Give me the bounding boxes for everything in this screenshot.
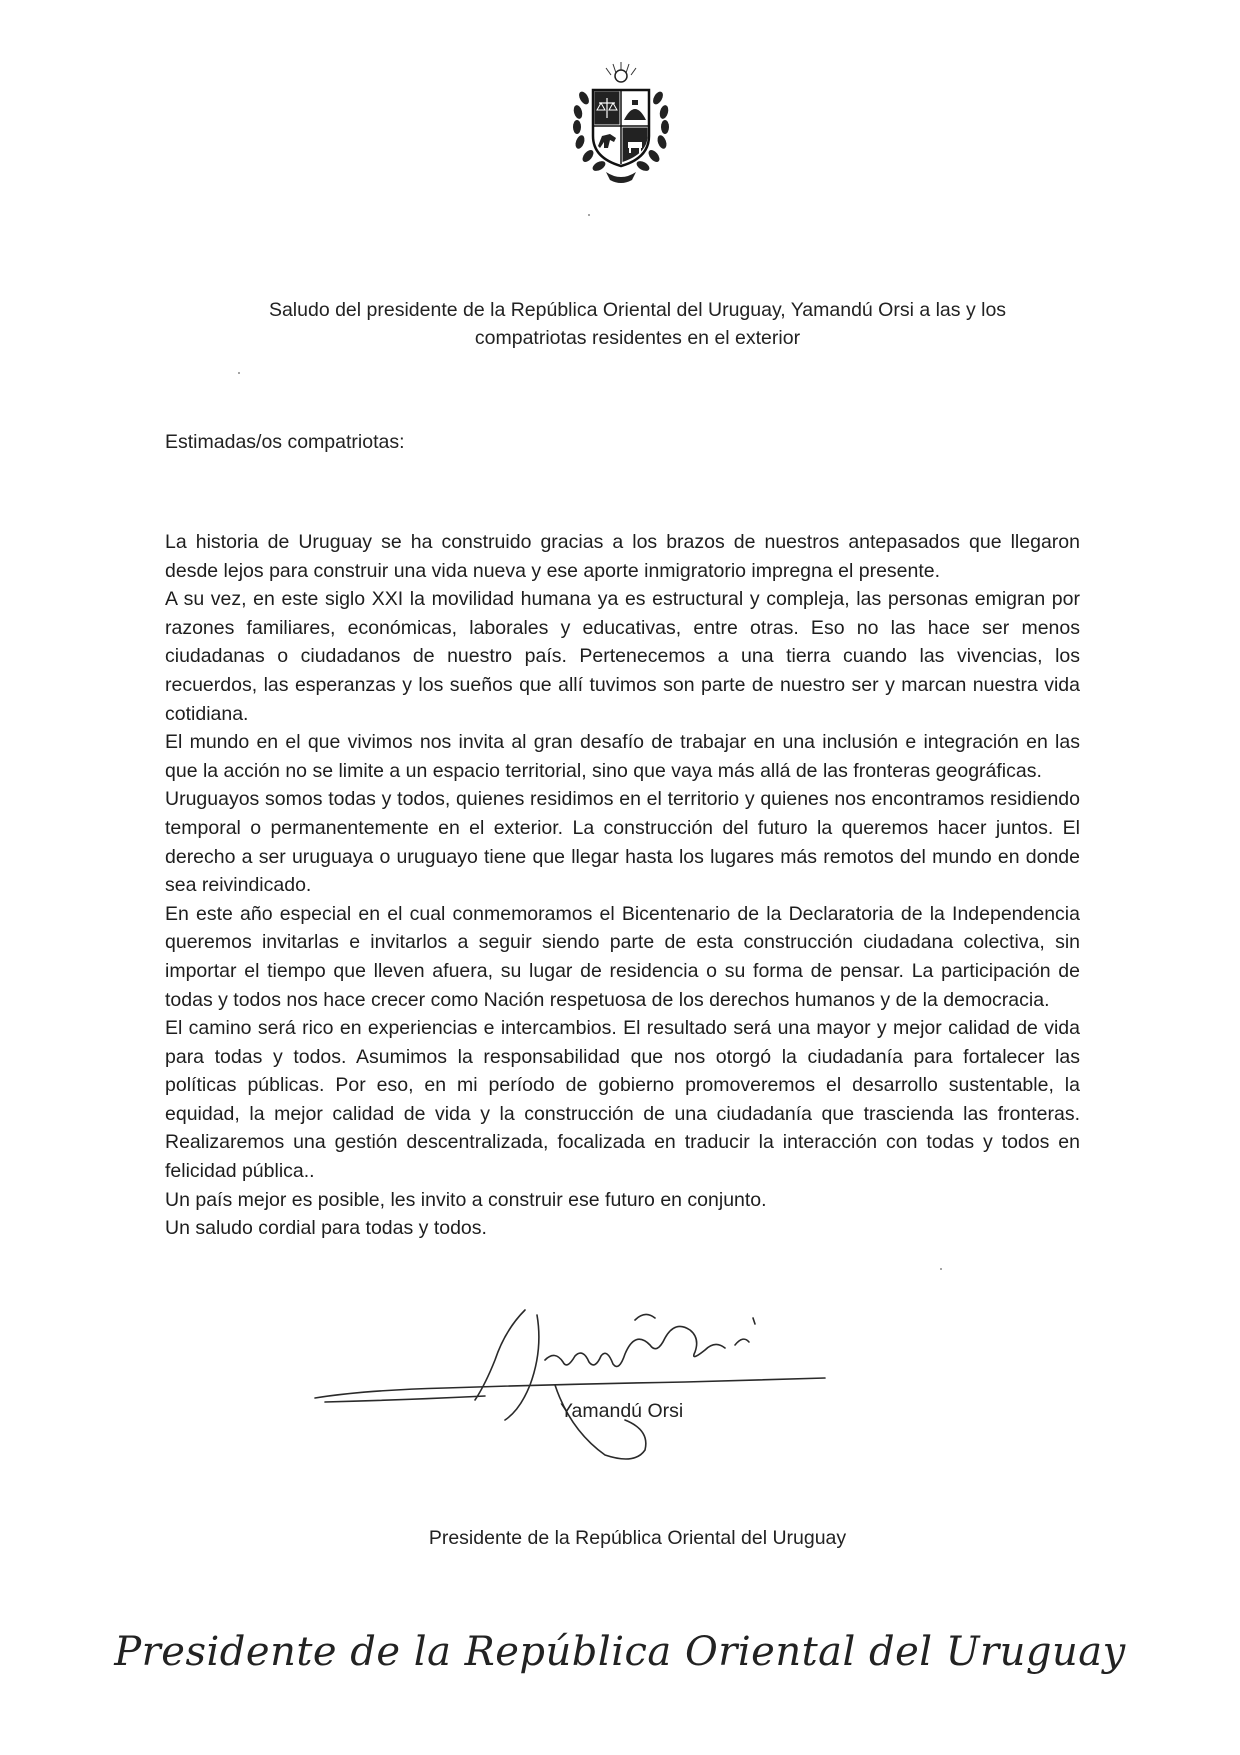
letter-title — [200, 296, 1075, 352]
salutation: Estimadas/os compatriotas: — [165, 431, 405, 453]
coat-of-arms-icon — [566, 58, 676, 188]
paragraph-7: Un país mejor es posible, les invito a construir ese futuro en conjunto. — [165, 1188, 767, 1211]
signer-title: Presidente de la República Oriental del Uruguay — [428, 1527, 847, 1549]
signer-name: Yamandú Orsi — [560, 1400, 684, 1422]
paragraph-6: El camino será rico en experiencias e intercambios. El resultado será una mayor y mejor calidad de vida para todas y todos. Asumimos la responsabilidad que nos otorgó la ciudadanía para fortalecer las políticas públicas. Por eso, en mi período de gobierno promoveremos el desarrollo sustentable, la equidad, la mejor calidad de vida y la construcción de una ciudadanía que trascienda las fronteras. Realizaremos una gestión descentralizada, focalizada en traducir la interacción con todas y todos en felicidad pública.. — [165, 1017, 1080, 1183]
paragraph-4: Uruguayos somos todas y todos, quienes residimos en el territorio y quienes nos encontramos residiendo temporal o permanentemente en el exterior. La construcción del futuro la queremos hacer juntos. El derecho a ser uruguaya o uruguayo tiene que llegar hasta los lugares más remotos del mundo en donde sea reivindicado. — [165, 788, 1080, 897]
scan-speck — [238, 372, 240, 374]
letter-title-line-2: compatriotas residentes en el exterior — [474, 327, 801, 349]
paragraph-5: En este año especial en el cual conmemoramos el Bicentenario de la Declaratoria de la Independencia queremos invitarlas e invitarlos a seguir siendo parte de esta construcción ciudadana colectiva, sin importar el tiempo que lleven afuera, su lugar de residencia o su forma de pensar. La participación de todas y todos nos hace crecer como Nación respetuosa de los derechos humanos y de la democracia. — [165, 902, 1080, 1011]
paragraph-2: A su vez, en este siglo XXI la movilidad humana ya es estructural y compleja, las personas emigran por razones familiares, económicas, laborales y educativas, entre otras. Eso no las hace ser menos ciudadanas o ciudadanos de nuestro país. Pertenecemos a una tierra cuando las vivencias, los recuerdos, las esperanzas y los sueños que allí tuvimos son parte de nuestro ser y marcan nuestra vida cotidiana. — [165, 588, 1080, 725]
paragraph-3: El mundo en el que vivimos nos invita al gran desafío de trabajar en una inclusión e integración en las que la acción no se limite a un espacio territorial, sino que vaya más allá de las fronteras geográficas. — [165, 731, 1080, 782]
closing-line: Un saludo cordial para todas y todos. — [165, 1217, 487, 1240]
paragraph-1: La historia de Uruguay se ha construido gracias a los brazos de nuestros antepasados que llegaron desde lejos para construir una vida nueva y ese aporte inmigratorio impregna el presente. — [165, 531, 1080, 582]
scan-speck — [940, 1268, 942, 1270]
scan-speck — [588, 214, 590, 216]
footer-script-title: Presidente de la República Oriental del Uruguay — [114, 1629, 1126, 1675]
letter-body — [165, 528, 1080, 1243]
letter-title-line-1: Saludo del presidente de la República Oriental del Uruguay, Yamandú Orsi a las y los — [268, 299, 1007, 321]
handwritten-signature-icon — [305, 1290, 865, 1470]
